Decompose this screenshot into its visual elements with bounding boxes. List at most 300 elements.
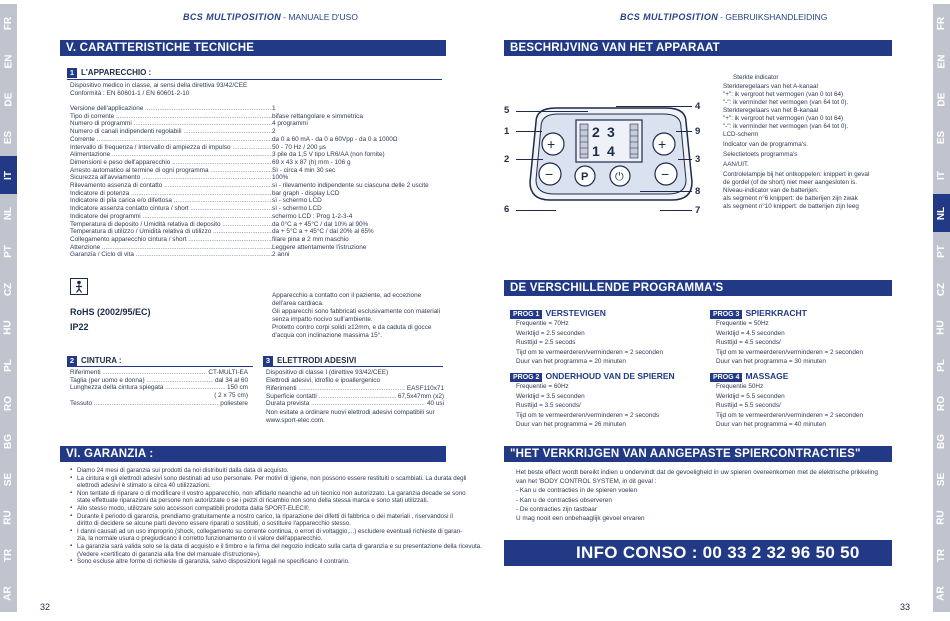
intro-line: Dispositivo di classe I (direttive 93/42/CEE) (266, 369, 389, 376)
divider (263, 366, 443, 367)
language-tab-label: FR (3, 16, 14, 30)
language-tab-label: BG (936, 433, 947, 449)
callout-line (516, 159, 543, 160)
subsection-number: 1 (67, 68, 77, 78)
intro-line: Conformità : EN 60601-1 / EN 60601-2-10 (70, 89, 190, 97)
language-tab-label: SE (936, 472, 947, 486)
language-tab-label: HU (2, 319, 14, 335)
language-tab-fr[interactable] (0, 4, 17, 42)
section-programs-title: DE VERSCHILLENDE PROGRAMMA'S (504, 280, 892, 296)
warranty-item: ▪ Durante il periodo di garanzia, prendiamo gratuitamente a nostro carico, la riparazione dei difetti di fabbrica o dei materiali , riservandosi il (70, 513, 482, 521)
belt-row (70, 377, 248, 385)
spec-row (70, 159, 450, 167)
spec-row (70, 144, 450, 152)
screen-digit: 1 (592, 143, 600, 159)
belt-row (70, 392, 248, 400)
program-detail: Tijd om te vermeerderen/verminderen = 2 seconden (716, 411, 863, 419)
spec-label: Numero di programmi ..... (70, 120, 272, 128)
spec-value: sì - schermo LCD (272, 197, 322, 205)
symbol-desc-line: d'acqua con inclinazione massima 15°. (272, 331, 382, 339)
symbol-desc-2 (272, 308, 440, 324)
spec-label: Numero di canali indipendenti regolabili ..... (70, 128, 272, 136)
callout-label: 3 (695, 154, 701, 165)
spec-value: 2 (272, 128, 276, 136)
section-contractions-title: "HET VERKRIJGEN VAN AANGEPASTE SPIERCONTRACTIES" (504, 446, 892, 462)
spec-label: Collegamento apparecchio cintura / short ..... (70, 236, 272, 244)
spec-value: poliestere (220, 399, 248, 407)
belt-row (70, 400, 248, 408)
program-detail: Tijd om te vermeerderen/verminderen = 2 seconden (716, 348, 863, 356)
belt-row (70, 384, 248, 392)
legend-line: Selectietoets programma's (723, 151, 798, 158)
button-label: − (545, 166, 554, 182)
language-tab-ro[interactable] (933, 384, 950, 422)
language-tab-tr[interactable] (0, 536, 17, 574)
callout-line (660, 210, 692, 211)
program-detail: Duur van het programma = 30 minuten (716, 358, 826, 366)
patient-symbol (70, 278, 88, 295)
program-tag: PROG 4 (710, 373, 742, 382)
language-tab-cz[interactable] (0, 270, 17, 308)
language-tab-label: CZ (3, 282, 14, 296)
program-tag: PROG 1 (510, 310, 542, 319)
contractions-line: Het beste effect wordt bereikt indien u ondervindt dat de gevoeligheid in uw spieren overeenkomen met de elektrische prikkeling (516, 469, 878, 476)
program-heading (710, 308, 863, 319)
warranty-item: zia, la normale usura o pregiudicano il corretto funzionamento o il valore dell'apparecchio. (77, 535, 323, 543)
language-tab-label: PL (3, 358, 14, 372)
legend-line: Sterkte indicator (733, 74, 779, 81)
language-tab-label: ES (936, 130, 947, 144)
warranty-item: (Vedere «certificato di garanzia alla fine del manuale d'istruzione»). (77, 550, 261, 558)
spec-value: sì - rilevamento indipendente su ciascuna delle 2 uscite (272, 182, 429, 190)
legend-line: "+": ik vergroot het vermogen (van 0 tot 64) (723, 91, 844, 98)
language-tab-fr[interactable] (933, 4, 950, 42)
right-brand: BCS MULTIPOSITION (620, 12, 719, 22)
spec-row (70, 251, 450, 259)
program-card (710, 371, 863, 430)
legend-line: Sterkteregelaars van het B-kanaal (723, 107, 819, 114)
program-heading (510, 308, 663, 319)
language-tab-ru[interactable] (0, 498, 17, 536)
warranty-item: elettrodi adesivi è stimato a circa 40 utilizzazioni. (77, 482, 211, 490)
language-tab-se[interactable] (933, 460, 950, 498)
language-tab-label: PT (3, 244, 14, 258)
screen-digit: 3 (607, 124, 615, 140)
spec-label: Taglia (per uomo e donna) ..... (70, 377, 213, 385)
contractions-line: U mag nooit een onbehaaglijk gevoel ervaren (516, 515, 645, 523)
spec-label: Alimentazione ..... (70, 151, 272, 159)
program-detail: Werktijd = 3.5 seconden (516, 392, 585, 400)
subsection-device-heading (67, 68, 151, 78)
spec-value: CT-MULTI-EA (208, 369, 248, 376)
program-card (510, 371, 675, 430)
program-detail: Rusttijd = 5.5 seconds/ (716, 402, 781, 410)
language-tab-pt[interactable] (0, 232, 17, 270)
section-device-description-title: BESCHRIJVING VAN HET APPARAAT (504, 40, 892, 56)
spec-value: bar graph - display LCD (272, 189, 340, 197)
spec-value: da + 5°C a + 45°C / dal 20% al 65% (272, 228, 374, 236)
spec-row (70, 113, 450, 121)
device-intro (70, 82, 247, 98)
electrodes-note (266, 409, 435, 425)
warranty-item: state effettuate riparazioni da persone non autorizzate o se i pezzi di ricambio non sono della stessa marca e sono stati utilizzati. (77, 497, 429, 505)
button-label: + (547, 136, 556, 152)
language-tab-pl[interactable] (933, 346, 950, 384)
callout-label: 4 (695, 101, 701, 112)
language-tab-se[interactable] (0, 460, 17, 498)
power-icon: ⏻ (615, 170, 624, 183)
note-line: www.sport-elec.com. (266, 416, 325, 424)
divider (67, 79, 442, 80)
callout-line (676, 131, 692, 132)
spec-value: 3 pile da 1,5 V tipo LR6/AA (non fornite) (272, 151, 385, 159)
program-detail: Werktijd = 5.5 seconden (716, 392, 785, 400)
program-card (710, 308, 863, 367)
symbol-desc-line: dell'area cardiaca. (272, 299, 324, 307)
spec-label: Arresto automatico al termine di ogni programma ..... (70, 167, 272, 175)
callout-line (516, 111, 588, 112)
spec-value: da 0 a 60 mA - da 0 a 60Vpp - da 0 a 1000Ω (272, 135, 398, 143)
spec-label: Temperatura di utilizzo / Umidità relativa di utilizzo ..... (70, 228, 272, 236)
electrode-row (266, 385, 444, 393)
callout-label: 8 (695, 186, 701, 197)
callout-label: 9 (695, 126, 701, 137)
spec-value: ( 2 x 75 cm) (214, 392, 248, 400)
page-number-right: 33 (900, 602, 911, 612)
spec-value: 150 cm (227, 384, 248, 392)
spec-value: schermo LCD : Prog 1-2-3-4 (272, 212, 353, 220)
belt-row (70, 369, 248, 377)
spec-row (70, 221, 450, 229)
callout-label: 1 (504, 126, 510, 137)
spec-row (70, 105, 450, 113)
contractions-line: - De contracties zijn tastbaar (516, 505, 597, 513)
language-tab-nl[interactable] (0, 194, 17, 232)
program-detail: Duur van het programma = 26 minuten (516, 421, 626, 429)
subsection-title: L'APPARECCHIO : (81, 68, 152, 77)
divider (67, 366, 253, 367)
program-name: VERSTEVIGEN (545, 308, 606, 318)
spec-label: Dimensioni e peso dell'apparecchio ..... (70, 159, 272, 167)
callout-line (640, 191, 692, 192)
program-heading (710, 371, 863, 382)
spec-label: Indicatore di pila carica e/o difettosa ..... (70, 197, 272, 205)
language-tab-label: TR (936, 548, 947, 562)
language-tab-ar[interactable] (933, 574, 950, 612)
spec-row (70, 197, 450, 205)
spec-row (70, 151, 450, 159)
spec-value: EASF110x71 (406, 385, 444, 392)
section-warranty-title: VI. GARANZIA : (60, 446, 446, 462)
language-tab-label: AR (935, 585, 947, 601)
language-tab-ru[interactable] (933, 498, 950, 536)
spec-label: Tessuto ..... (70, 400, 218, 408)
spec-label: Corrente ..... (70, 136, 272, 144)
warranty-item: ▪ La garanzia sarà valida solo se la data di acquisto e il timbro e la firma del negozio indicato sulla carta di garanzia e su presentazione della ricevuta. (70, 543, 482, 551)
spec-row (70, 167, 450, 175)
language-tab-tr[interactable] (933, 536, 950, 574)
language-tab-label: NL (936, 206, 947, 220)
electrode-row (266, 393, 444, 401)
language-tab-label: HU (935, 319, 947, 335)
language-tab-ro[interactable] (0, 384, 17, 422)
belt-specs (70, 369, 248, 408)
button-label: + (658, 136, 667, 152)
left-brand: BCS MULTIPOSITION (183, 12, 282, 22)
program-detail: Duur van het programma = 40 minuten (716, 421, 826, 429)
rohs-label: RoHS (2002/95/EC) (70, 307, 151, 317)
symbol-desc-line: senza impatto nocivo sull'ambiente. (272, 315, 373, 323)
legend-line: Niveau-indicator van de batterijen: (723, 187, 819, 194)
legend-line: Indicator van de programma's. (723, 141, 808, 148)
page-number-left: 32 (40, 602, 51, 612)
spec-label: Sicurezza all'avviamento ..... (70, 174, 272, 182)
language-tab-ar[interactable] (0, 574, 17, 612)
electrode-row (266, 400, 444, 408)
program-tag: PROG 2 (510, 373, 542, 382)
spec-label: Superficie contatti ..... (266, 393, 396, 401)
callout-line (616, 106, 692, 107)
right-manual-label: - GEBRUIKSHANDLEIDING (720, 12, 828, 22)
program-detail: Werktijd = 2.5 seconden (516, 329, 585, 337)
note-line: Non esitate a ordinare nuovi elettrodi adesivi compatibili sur (266, 409, 435, 416)
warranty-item: ▪ Diamo 24 mesi di garanzia sui prodotti da noi distribuiti dalla data di acquisto. (70, 467, 482, 475)
program-card (510, 308, 663, 367)
spec-value: 50 - 70 Hz / 200 µs (272, 143, 327, 151)
callout-line (678, 159, 692, 160)
language-tab-label: NL (3, 206, 14, 220)
right-running-header (620, 12, 827, 22)
subsection-belt-heading (67, 356, 122, 366)
symbol-desc-line: Apparecchio a contatto con il paziente, ad eccezione (272, 292, 422, 299)
ip-rating-label: IP22 (70, 322, 89, 332)
legend-line: AAN/UIT. (723, 161, 749, 168)
language-tab-de[interactable] (0, 80, 17, 118)
spec-row (70, 236, 450, 244)
language-tab-label: ES (3, 130, 14, 144)
callout-label: 6 (504, 204, 510, 215)
spec-label: Garanzia / Ciclo di vita ..... (70, 251, 272, 259)
legend-line: Sterkteregelaars van het A-kanaal (723, 83, 818, 90)
language-tab-pt[interactable] (933, 232, 950, 270)
program-detail: Rusttijd = 4.5 seconds/ (716, 339, 781, 347)
intro-line: Dispositivo medico in classe, ai sensi della direttiva 93/42/CEE (70, 82, 248, 89)
spec-value: 4 programmi (272, 120, 308, 128)
spec-row (70, 244, 450, 252)
callout-label: 2 (504, 154, 510, 165)
callout-label: 5 (504, 105, 510, 116)
language-tab-label: DE (936, 92, 947, 106)
language-tab-label: SE (3, 472, 14, 486)
language-tab-nl[interactable] (933, 194, 950, 232)
callout-line (516, 131, 542, 132)
section-technical-specs-title: V. CARATTERISTICHE TECNICHE (60, 40, 446, 56)
legend-line: LCD-scherm (723, 131, 759, 138)
language-tab-it[interactable] (0, 156, 17, 194)
spec-label: Lunghezza della cintura spiegata ..... (70, 384, 225, 392)
subsection-number: 3 (263, 356, 273, 366)
language-tab-label: CZ (936, 282, 947, 296)
program-detail: Tijd om te vermeerderen/verminderen = 2 seconden (516, 348, 663, 356)
spec-label: Durata prevista ..... (266, 400, 425, 408)
legend-line: de gordel (of de short) niet meer aangesloten is. (723, 179, 858, 186)
program-name: SPIERKRACHT (745, 308, 807, 318)
language-tab-label: DE (3, 92, 14, 106)
contractions-text (516, 468, 878, 523)
spec-label: Attenzione ..... (70, 244, 272, 252)
button-label: − (661, 166, 670, 182)
language-tab-pl[interactable] (0, 346, 17, 384)
language-tab-label: PT (936, 244, 947, 258)
language-tab-en[interactable] (0, 42, 17, 80)
warranty-item: ▪ Sono escluse altre forme di richieste di garanzia, salvo disposizioni legali ne specificano il contrario. (70, 558, 482, 566)
callout-line (516, 210, 556, 211)
warranty-item: ▪ Non tentate di riparare o di modificare il vostro apparecchio, non affidarlo neanche ad un tecnico non autorizzato. La garanzia decade se sono (70, 490, 482, 498)
program-detail: Werktijd = 4.5 seconden (716, 329, 785, 337)
language-tab-bg[interactable] (933, 422, 950, 460)
symbol-desc-1 (272, 292, 421, 308)
spec-row (70, 213, 450, 221)
language-tab-label: FR (936, 16, 947, 30)
symbol-desc-3 (272, 324, 431, 340)
info-conso-banner: INFO CONSO : 00 33 2 32 96 50 50 (504, 540, 892, 566)
language-tab-label: PL (936, 358, 947, 372)
legend-line: "-": ik verminder het vermogen (van 64 tot 0). (723, 123, 849, 130)
spec-label (70, 392, 212, 400)
spec-label: Riferimenti ..... (70, 369, 206, 377)
program-detail: Frequentie = 50Hz (716, 320, 769, 327)
specs-list (70, 105, 450, 259)
language-tab-es[interactable] (0, 118, 17, 156)
program-detail: Frequentie = 60Hz (516, 383, 569, 390)
language-tab-en[interactable] (933, 42, 950, 80)
callout-label: 7 (695, 205, 701, 216)
language-tab-label: IT (935, 170, 947, 180)
spec-row (70, 190, 450, 198)
spec-label: Tipo di corrente ..... (70, 113, 272, 121)
program-detail: Rusttijd = 3.5 seconds/ (516, 402, 581, 410)
symbol-desc-line: Protetto contro corpi solidi ≥12mm, e da caduta di gocce (272, 324, 432, 331)
language-tab-label: BG (3, 433, 14, 449)
spec-label: Riferimenti ..... (266, 385, 405, 393)
spec-label: Indicatore assenza contatto cintura / short ..... (70, 205, 272, 213)
language-tab-cz[interactable] (933, 270, 950, 308)
spec-value: dal 34 al 60 (214, 376, 248, 384)
symbol-desc-line: Gli apparecchi sono fabbricati esclusivamente con materiali (272, 308, 441, 315)
program-heading (510, 371, 675, 382)
spec-value: sì - schermo LCD (272, 205, 322, 213)
language-tab-label: TR (3, 548, 14, 562)
language-tab-label: EN (936, 54, 947, 68)
language-tab-label: RU (2, 509, 14, 525)
contractions-line: - Kan u de contracties observeren (516, 496, 612, 504)
electrodes-intro (266, 369, 388, 385)
legend-line: als segment n°6 knippert: de batterijen zijn zwak (723, 195, 858, 202)
spec-value: 40 usi (426, 400, 444, 408)
spec-label: Rilevamento assenza di contatto ..... (70, 182, 272, 190)
language-tab-label: RU (935, 509, 947, 525)
spec-row (70, 228, 450, 236)
subsection-title: ELETTRODI ADESIVI (277, 356, 357, 365)
spec-value: Leggere attentamente l'istruzione (272, 243, 367, 251)
warranty-item: ▪ I danni causati ad un uso improprio (shock, collegamento su corrente continua, o errori di voltaggio,...) escludere eventuali richieste di garan- (70, 528, 482, 536)
spec-value: 100% (272, 174, 289, 182)
language-tab-label: IT (2, 170, 14, 180)
program-detail: Frequentie = 70Hz (516, 320, 569, 327)
spec-label: Temperatura di deposito / Umidità relativa di deposito ..... (70, 221, 272, 229)
subsection-electrodes-heading (263, 356, 356, 366)
spec-value: da 0°C a + 45°C / dal 10% al 90% (272, 220, 369, 228)
warranty-item: ▪ Allo stesso modo, utilizzare solo accessori compatibili prodotta dalla SPORT-ELEC®. (70, 505, 482, 513)
program-detail: Rusttijd = 2.5 secods (516, 339, 576, 347)
language-tab-label: RO (3, 395, 14, 411)
spec-label: Indicatore dei programmi ..... (70, 213, 272, 221)
spec-value: Sì - circa 4 min 30 sec (272, 166, 336, 174)
language-tab-it[interactable] (933, 156, 950, 194)
spec-label: Versione dell'applicazione ..... (70, 105, 272, 113)
spec-row (70, 182, 450, 190)
language-tab-label: RO (936, 395, 947, 411)
spec-label: Indicatore di potenza ..... (70, 190, 272, 198)
left-manual-label: - MANUALE D'USO (283, 12, 358, 22)
language-tab-hu[interactable] (933, 308, 950, 346)
spec-value: 2 anni (272, 251, 290, 259)
program-name: MASSAGE (745, 371, 789, 381)
warranty-list (70, 467, 482, 566)
language-tab-hu[interactable] (0, 308, 17, 346)
program-name: ONDERHOUD VAN DE SPIEREN (545, 371, 675, 381)
language-tab-es[interactable] (933, 118, 950, 156)
spec-value: 69 x 43 x 87 (h) mm - 106 g (272, 158, 351, 166)
button-label: P (581, 171, 589, 183)
subsection-title: CINTURA : (81, 356, 122, 365)
screen-digit: 4 (607, 143, 615, 159)
spec-value: bifase rettangolare e simmetrica (272, 112, 363, 120)
language-tab-label: AR (2, 585, 14, 601)
person-icon (71, 279, 87, 294)
subsection-number: 2 (67, 356, 77, 366)
warranty-item: ▪ La cintura e gli elettrodi adesivi sono destinati ad uso personale. Per motivi di igiene, non possono essere restituiti o scambiati. La durata degli (70, 475, 482, 483)
electrode-specs (266, 385, 444, 408)
legend-line: Controlelampje bij het ontkoppelen: knippert in geval (723, 171, 870, 178)
spec-row (70, 128, 450, 136)
program-tag: PROG 3 (710, 310, 742, 319)
spec-value: 67,5x47mm (x2) (397, 392, 444, 400)
language-tab-label: EN (3, 54, 14, 68)
warranty-item: diritto di decidere se alcune parti devono essere riparati o sostituiti, o sostituire l'apparecchio stesso. (77, 520, 351, 528)
program-detail: Tijd om te vermeerderen/verminderen = 2 seconds (516, 411, 660, 419)
legend-line: "+": ik vergroot het vermogen (van 0 tot 64) (723, 115, 844, 122)
language-tab-de[interactable] (933, 80, 950, 118)
spec-row (70, 120, 450, 128)
legend-line: als segment n°10 knippert: de batterijen zijn leeg (723, 203, 859, 210)
spec-row (70, 136, 450, 144)
contractions-line: van het 'BODY CONTROL SYSTEM, in dit geval : (516, 478, 657, 486)
language-tab-bg[interactable] (0, 422, 17, 460)
screen-digit: 2 (592, 124, 600, 140)
legend-line: "-": ik verminder het vermogen (van 64 tot 0). (723, 99, 849, 106)
intro-line: Elettrodi adesivi, idrofilo e ipoallergenico (266, 376, 381, 384)
spec-value: 1 (272, 105, 276, 112)
spec-row (70, 174, 450, 182)
spec-row (70, 205, 450, 213)
program-detail: Duur van het programma = 20 minuten (516, 358, 626, 366)
contractions-line: - Kan u de contracties in de spieren voelen (516, 487, 638, 495)
spec-value: filare pina ø 2 mm maschio (272, 235, 349, 243)
left-running-header (183, 12, 358, 22)
spec-label: Intervallo di frequenza / Intervallo di ampiezza di impulso ..... (70, 144, 272, 152)
program-detail: Frequentie 50Hz (716, 383, 764, 390)
